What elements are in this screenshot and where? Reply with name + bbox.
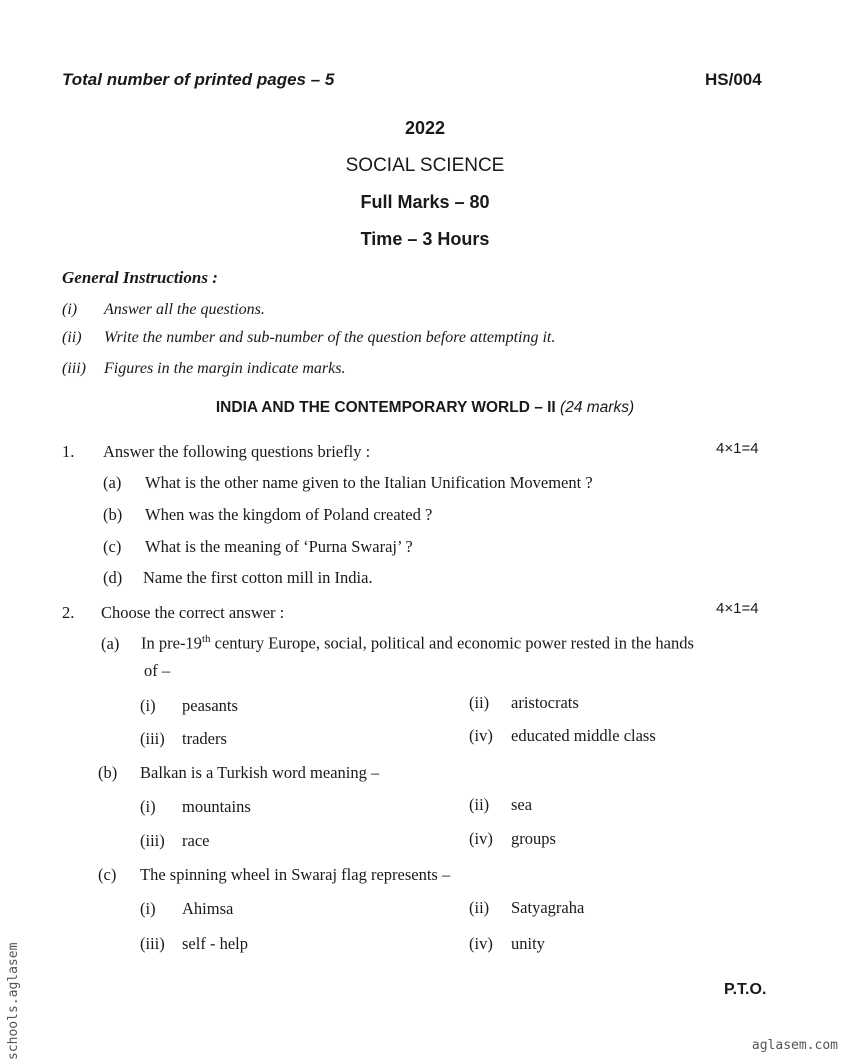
option-number: (iv) (469, 829, 493, 848)
option-number: (i) (140, 696, 156, 715)
option (140, 696, 238, 716)
side-watermark: schools.aglasem (6, 942, 21, 1060)
option (469, 795, 532, 815)
sub-question-text-cont: century Europe, social, political and economic power rested in the hands (210, 633, 694, 653)
option (140, 797, 251, 817)
section-title: INDIA AND THE CONTEMPORARY WORLD – II (215, 399, 556, 416)
option-text: self - help (182, 934, 248, 953)
sub-question-label: (a) (103, 473, 122, 492)
option (469, 726, 656, 746)
sub-question-label: (c) (98, 865, 117, 884)
question-number: 2. (62, 603, 75, 622)
sub-question-text: The spinning wheel in Swaraj flag represents – (140, 865, 451, 884)
option-text: educated middle class (511, 726, 656, 745)
option (140, 934, 248, 954)
option (469, 898, 584, 918)
total-pages-note: Total number of printed pages – 5 (62, 70, 335, 89)
section-marks: (24 marks) (560, 399, 635, 416)
sub-question-label: (c) (103, 537, 122, 556)
option-number: (iv) (469, 726, 493, 745)
option-number: (i) (140, 899, 156, 918)
sub-question (98, 763, 379, 783)
pto-note: P.T.O. (724, 981, 767, 998)
option (140, 899, 233, 919)
instruction-text: Write the number and sub-number of the question before attempting it. (104, 329, 556, 346)
instruction-text: Figures in the margin indicate marks. (104, 360, 346, 377)
instruction-number: (ii) (62, 329, 82, 346)
sub-question-continuation: of – (144, 661, 171, 680)
option-number: (iii) (140, 831, 165, 850)
instructions-heading: General Instructions : (62, 268, 218, 287)
option-number: (iv) (469, 934, 493, 953)
sub-question (103, 537, 413, 557)
question-text: Answer the following questions briefly : (103, 442, 371, 461)
option-text: peasants (182, 696, 238, 715)
option-number: (i) (140, 797, 156, 816)
option-text: Satyagraha (511, 898, 585, 917)
instruction-item (62, 329, 555, 347)
sub-question-text: What is the other name given to the Italian Unification Movement ? (145, 473, 593, 492)
option-text: unity (511, 934, 545, 953)
question-text: Choose the correct answer : (101, 603, 285, 622)
option-number: (ii) (469, 898, 490, 917)
time-allowed: Time – 3 Hours (360, 229, 490, 249)
question-marks: 4×1=4 (716, 600, 759, 617)
sub-question-text: In pre-19 (141, 633, 202, 653)
instruction-number: (i) (62, 301, 78, 318)
superscript: th (201, 633, 211, 645)
option (469, 934, 545, 954)
sub-question (103, 568, 373, 588)
option-text: groups (511, 829, 556, 848)
option-text: race (182, 831, 210, 850)
sub-question (103, 473, 593, 493)
option (140, 831, 209, 851)
sub-question (103, 505, 432, 525)
option-number: (iii) (140, 729, 165, 748)
sub-question-label: (b) (98, 763, 118, 782)
sub-question (101, 633, 694, 654)
option (469, 693, 579, 713)
option-text: traders (182, 729, 227, 748)
option-number: (ii) (469, 693, 490, 712)
option-text: sea (511, 795, 533, 814)
instruction-text: Answer all the questions. (104, 301, 265, 318)
section-heading (0, 399, 850, 417)
sub-question-label: (a) (101, 633, 120, 653)
instruction-item (62, 360, 345, 378)
option-number: (ii) (469, 795, 490, 814)
option-text: mountains (182, 797, 251, 816)
sub-question-label: (b) (103, 505, 123, 524)
sub-question-text: Name the first cotton mill in India. (143, 568, 373, 587)
exam-year: 2022 (404, 118, 446, 138)
sub-question-text: What is the meaning of ‘Purna Swaraj’ ? (145, 537, 413, 556)
sub-question (98, 865, 450, 885)
question-marks: 4×1=4 (716, 440, 759, 457)
subject-title: SOCIAL SCIENCE (345, 155, 505, 176)
sub-question-label: (d) (103, 568, 123, 587)
sub-question-text: Balkan is a Turkish word meaning – (140, 763, 380, 782)
instruction-item (62, 301, 265, 319)
option (140, 729, 227, 749)
option-number: (iii) (140, 934, 165, 953)
paper-code: HS/004 (705, 70, 762, 89)
option-text: aristocrats (511, 693, 579, 712)
bottom-watermark: aglasem.com (751, 1038, 838, 1053)
question-number: 1. (62, 442, 75, 461)
option-text: Ahimsa (182, 899, 234, 918)
instruction-number: (iii) (62, 360, 86, 377)
full-marks: Full Marks – 80 (360, 192, 490, 212)
sub-question-text: When was the kingdom of Poland created ? (145, 505, 433, 524)
option (469, 829, 556, 849)
